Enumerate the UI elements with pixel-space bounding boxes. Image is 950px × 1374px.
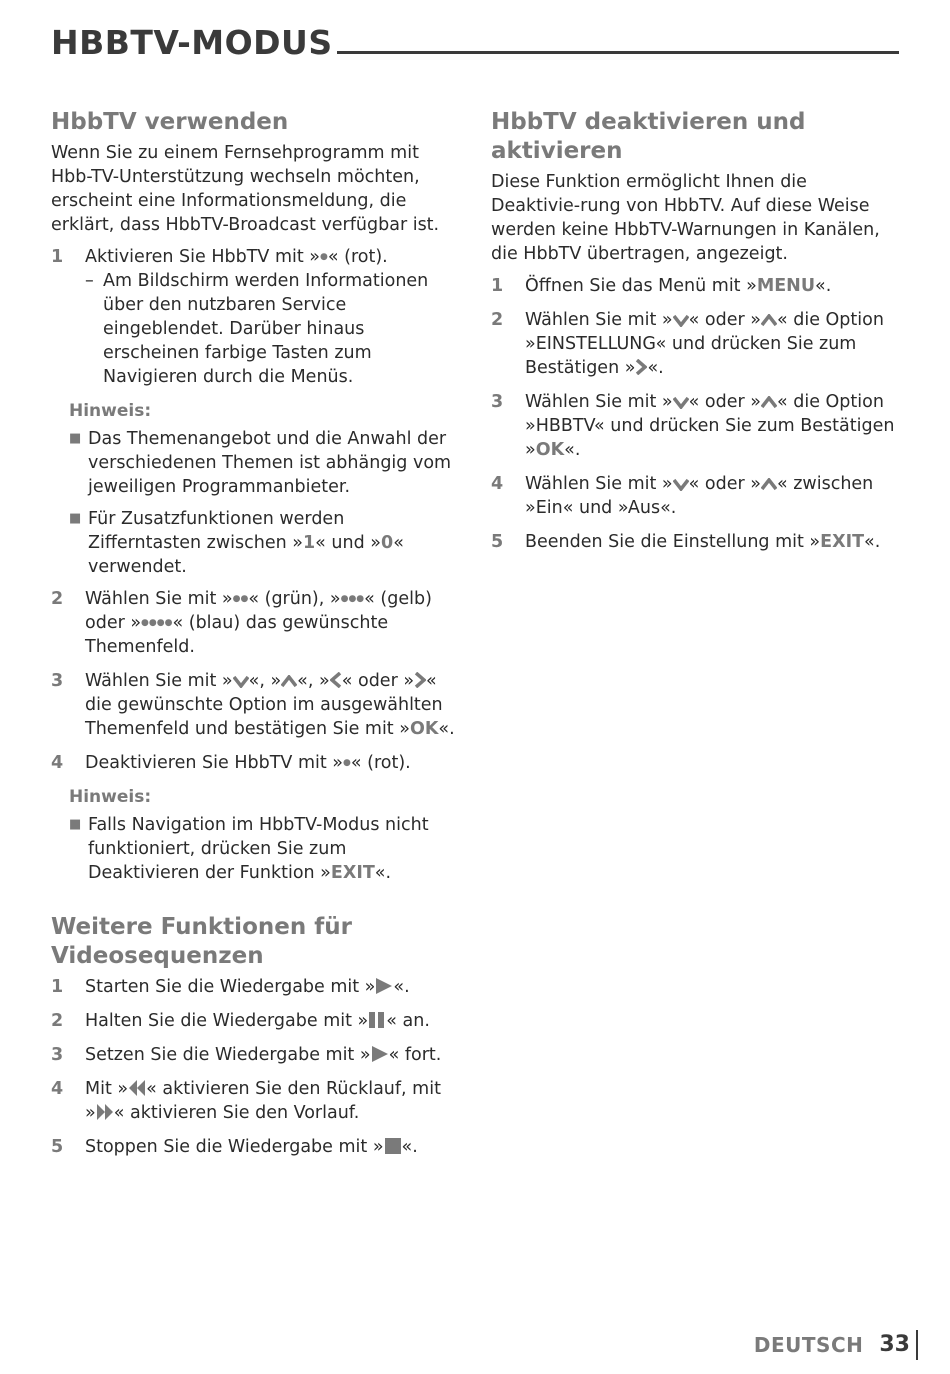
step-text: « (grün), » bbox=[248, 589, 341, 609]
sub-item: – Am Bildschirm werden Informationen über den nutzbaren Service eingeblendet. Darüber hinaus erscheinen farbige Tasten zum Navigieren durch die Menüs. bbox=[85, 269, 456, 389]
arrow-right-icon bbox=[635, 359, 647, 375]
blue-button-icon: ●●●● bbox=[141, 618, 173, 628]
step-text: « oder » bbox=[688, 392, 761, 412]
step-number: 3 bbox=[51, 1045, 64, 1065]
step-number: 1 bbox=[51, 247, 64, 267]
note-text: « verwendet. bbox=[88, 533, 404, 577]
note-box bbox=[69, 399, 456, 579]
step-text: Deaktivieren Sie HbbTV mit » bbox=[85, 753, 343, 773]
red-button-icon: ● bbox=[320, 252, 328, 262]
step-text: « (blau) das gewünschte Themenfeld. bbox=[85, 613, 389, 657]
step-text: « oder » bbox=[341, 671, 415, 691]
step bbox=[51, 975, 456, 999]
step-text: Halten Sie die Wiedergabe mit » bbox=[85, 1011, 369, 1031]
use-steps bbox=[51, 245, 456, 885]
arrow-up-icon bbox=[281, 675, 297, 688]
key-label: EXIT bbox=[820, 532, 865, 552]
step bbox=[51, 751, 456, 775]
step-text: Stoppen Sie die Wiedergabe mit » bbox=[85, 1137, 384, 1157]
step-text: Mit » bbox=[85, 1079, 129, 1099]
step-text: « (rot). bbox=[327, 247, 388, 267]
arrow-down-icon bbox=[233, 675, 249, 688]
arrow-up-icon bbox=[761, 314, 777, 327]
step-number: 5 bbox=[491, 532, 504, 552]
red-button-icon: ● bbox=[342, 758, 351, 768]
step-text: «. bbox=[647, 358, 664, 378]
step-text: « zwischen »Ein« und »Aus«. bbox=[525, 474, 874, 518]
step bbox=[51, 1009, 456, 1033]
step-text: «. bbox=[401, 1137, 418, 1157]
step-text: «. bbox=[438, 719, 455, 739]
step-text: « (gelb) oder » bbox=[85, 589, 432, 633]
stop-icon bbox=[384, 1138, 402, 1154]
step-text: Wählen Sie mit » bbox=[85, 589, 233, 609]
left-column bbox=[51, 108, 456, 1169]
step-number: 4 bbox=[491, 474, 504, 494]
step bbox=[491, 308, 901, 380]
bullet-square-icon: ■ bbox=[69, 817, 82, 832]
step-text: « (rot). bbox=[350, 753, 411, 773]
step-text: Wählen Sie mit » bbox=[85, 671, 233, 691]
step bbox=[51, 245, 456, 389]
step-text: Starten Sie die Wiedergabe mit » bbox=[85, 977, 376, 997]
step-number: 3 bbox=[491, 392, 504, 412]
section-heading-toggle: HbbTV deaktivieren und aktivieren bbox=[491, 109, 806, 164]
key-label: OK bbox=[409, 719, 439, 739]
step-text: Öffnen Sie das Menü mit » bbox=[525, 276, 757, 296]
step-text: «, » bbox=[248, 671, 282, 691]
step-number: 5 bbox=[51, 1137, 64, 1157]
sub-item-text: Am Bildschirm werden Informationen über den nutzbaren Service eingeblendet. Darüber hinaus erscheinen farbige Tasten zum Navigieren durch die Menüs. bbox=[103, 271, 429, 387]
step-number: 2 bbox=[491, 310, 504, 330]
green-button-icon: ●● bbox=[232, 594, 249, 604]
step bbox=[51, 1135, 456, 1159]
step bbox=[51, 587, 456, 659]
title-rule bbox=[337, 51, 899, 54]
pause-icon bbox=[368, 1012, 386, 1028]
step-text: Wählen Sie mit » bbox=[525, 310, 673, 330]
play-icon bbox=[375, 978, 393, 994]
section-heading-video: Weitere Funktionen für Videosequenzen bbox=[51, 914, 352, 969]
key-label: 1 bbox=[302, 533, 316, 553]
note-title: Hinweis: bbox=[69, 401, 152, 421]
right-column bbox=[491, 108, 901, 564]
step-text: «. bbox=[864, 532, 881, 552]
step-text: « die gewünschte Option im ausgewählten Themenfeld und bestätigen Sie mit » bbox=[85, 671, 443, 739]
note-title: Hinweis: bbox=[69, 787, 152, 807]
step-text: Beenden Sie die Einstellung mit » bbox=[525, 532, 821, 552]
key-label: EXIT bbox=[330, 863, 375, 883]
step bbox=[491, 472, 901, 520]
page-number: 33 bbox=[879, 1330, 918, 1360]
rewind-icon bbox=[128, 1080, 146, 1096]
step-number: 1 bbox=[491, 276, 504, 296]
step-text: Wählen Sie mit » bbox=[525, 392, 673, 412]
step bbox=[491, 274, 901, 298]
yellow-button-icon: ●●● bbox=[340, 594, 365, 604]
arrow-right-icon bbox=[414, 672, 426, 688]
arrow-up-icon bbox=[761, 478, 777, 491]
footer-language: DEUTSCH bbox=[753, 1333, 864, 1357]
note-text: « und » bbox=[315, 533, 381, 553]
bullet-square-icon: ■ bbox=[69, 511, 82, 526]
step-text: «. bbox=[564, 440, 581, 460]
key-label: 0 bbox=[381, 533, 394, 553]
note-text: Für Zusatzfunktionen werden Zifferntasten zwischen » bbox=[88, 509, 345, 553]
key-label: MENU bbox=[756, 276, 816, 296]
toggle-steps bbox=[491, 274, 901, 554]
step bbox=[491, 530, 901, 554]
step-number: 4 bbox=[51, 753, 64, 773]
note-box bbox=[69, 785, 456, 885]
arrow-up-icon bbox=[761, 396, 777, 409]
step-text: « aktivieren Sie den Rücklauf, mit » bbox=[85, 1079, 441, 1123]
step-text: « oder » bbox=[688, 474, 761, 494]
step-text: Wählen Sie mit » bbox=[525, 474, 673, 494]
video-steps bbox=[51, 975, 456, 1159]
step-text: « fort. bbox=[388, 1045, 442, 1065]
step-number: 1 bbox=[51, 977, 64, 997]
step bbox=[51, 1077, 456, 1125]
play-icon bbox=[371, 1046, 389, 1062]
arrow-down-icon bbox=[673, 314, 689, 327]
step-text: « die Option »HBBTV« und drücken Sie zum Bestätigen » bbox=[525, 392, 895, 460]
key-label: OK bbox=[535, 440, 565, 460]
step-number: 3 bbox=[51, 671, 64, 691]
step-text: Aktivieren Sie HbbTV mit » bbox=[85, 247, 320, 267]
bullet-square-icon: ■ bbox=[69, 431, 82, 446]
arrow-down-icon bbox=[673, 478, 689, 491]
step-text: «. bbox=[393, 977, 410, 997]
step-number: 2 bbox=[51, 589, 64, 609]
step-text: « aktivieren Sie den Vorlauf. bbox=[113, 1103, 360, 1123]
arrow-left-icon bbox=[330, 672, 342, 688]
note-text: «. bbox=[374, 863, 392, 883]
step-text: « die Option »EINSTELLUNG« und drücken Sie zum Bestätigen » bbox=[525, 310, 884, 378]
note-text: Falls Navigation im HbbTV-Modus nicht funktioniert, drücken Sie zum Deaktivieren der Funktion » bbox=[88, 815, 429, 883]
note-item bbox=[69, 427, 456, 499]
page-footer bbox=[754, 1330, 918, 1360]
step-text: «, » bbox=[297, 671, 330, 691]
step-text: Setzen Sie die Wiedergabe mit » bbox=[85, 1045, 371, 1065]
step bbox=[51, 1043, 456, 1067]
step-number: 2 bbox=[51, 1011, 64, 1031]
toggle-intro: Diese Funktion ermöglicht Ihnen die Deaktivie-rung von HbbTV. Auf diese Weise werden keine HbbTV-Warnungen in Kanälen, die HbbTV übertragen, angezeigt. bbox=[491, 172, 880, 264]
note-text: Das Themenangebot und die Anwahl der verschiedenen Themen ist abhängig vom jeweiligen Programmanbieter. bbox=[88, 429, 452, 497]
note-item bbox=[69, 813, 456, 885]
step bbox=[51, 669, 456, 741]
use-intro: Wenn Sie zu einem Fernsehprogramm mit Hbb-TV-Unterstützung wechseln möchten, erscheint eine Informationsmeldung, die erklärt, dass HbbTV-Broadcast verfügbar ist. bbox=[51, 143, 440, 235]
page-title-bar bbox=[51, 22, 899, 62]
step-text: «. bbox=[815, 276, 832, 296]
page-title: HBBTV-MODUS bbox=[51, 23, 333, 62]
fast-forward-icon bbox=[96, 1104, 114, 1120]
step-number: 4 bbox=[51, 1079, 64, 1099]
step-text: « oder » bbox=[688, 310, 761, 330]
step bbox=[491, 390, 901, 462]
section-heading-use: HbbTV verwenden bbox=[51, 109, 289, 135]
arrow-down-icon bbox=[673, 396, 689, 409]
note-item bbox=[69, 507, 456, 579]
step-text: « an. bbox=[386, 1011, 430, 1031]
